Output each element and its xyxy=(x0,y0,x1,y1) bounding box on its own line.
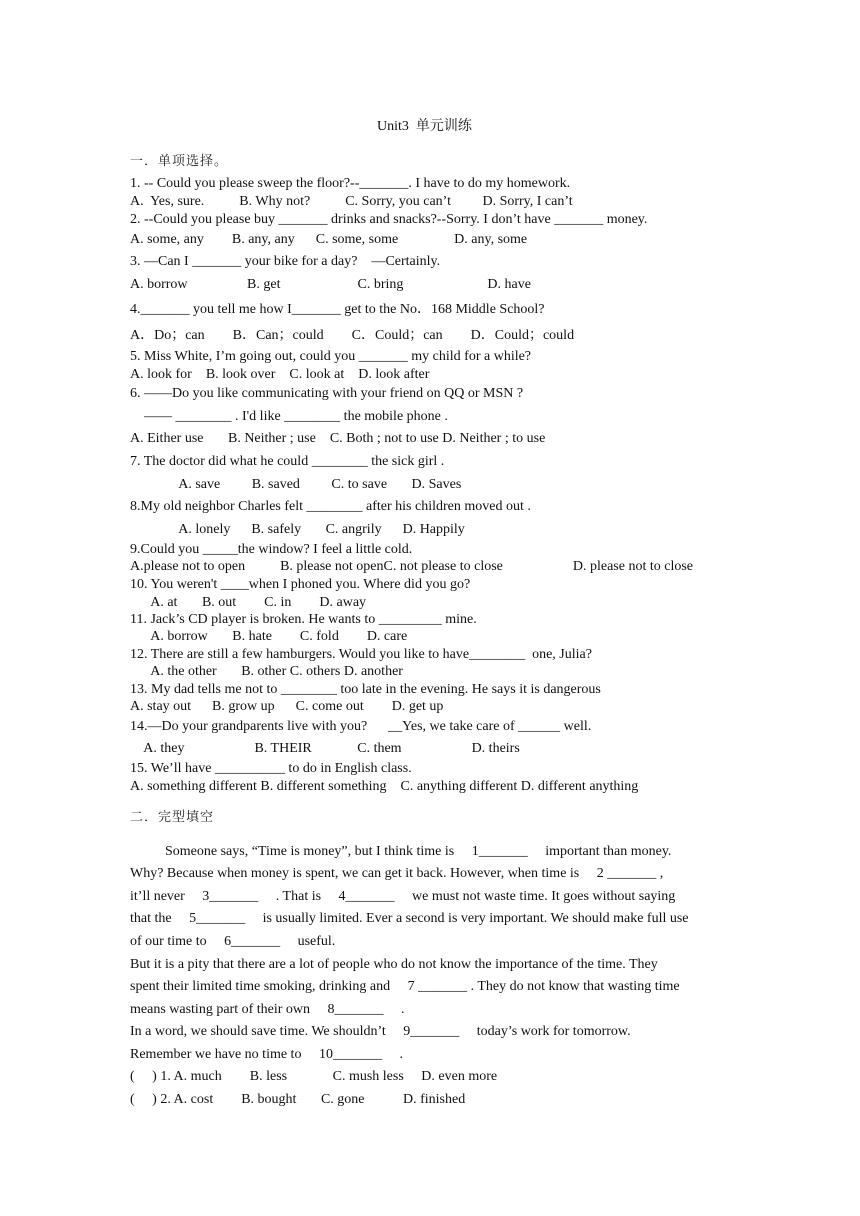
question-3: 3. —Can I _______ your bike for a day? —Certainly. xyxy=(130,254,441,269)
section-heading-multiple-choice: 一．单项选择。 xyxy=(130,154,229,169)
question-13: 13. My dad tells me not to ________ too late in the evening. He says it is dangerous xyxy=(130,682,601,697)
question-4: 4._______ you tell me how I_______ get to the No．168 Middle School? xyxy=(130,302,545,317)
cloze-line: means wasting part of their own 8_______ . xyxy=(130,1002,405,1017)
question-1-options: A. Yes, sure. B. Why not? C. Sorry, you can’t D. Sorry, I can’t xyxy=(130,194,573,209)
cloze-line: In a word, we should save time. We shouldn’t 9_______ today’s work for tomorrow. xyxy=(130,1024,631,1039)
document-title: Unit3 单元训练 xyxy=(377,119,472,134)
question-6-dialogue: —— ________ . I'd like ________ the mobile phone . xyxy=(130,409,448,424)
cloze-line: that the 5_______ is usually limited. Ever a second is very important. We should make full use xyxy=(130,911,689,926)
question-2: 2. --Could you please buy _______ drinks and snacks?--Sorry. I don’t have _______ money. xyxy=(130,212,648,227)
question-9-options: A.please not to open B. please not openC. not please to close D. please not to close xyxy=(130,559,694,574)
question-4-options: A．Do；can B．Can；could C．Could；can D．Could；could xyxy=(130,328,575,343)
question-7-options: A. save B. saved C. to save D. Saves xyxy=(130,477,462,492)
question-15-options: A. something different B. different something C. anything different D. different anything xyxy=(130,779,639,794)
question-3-options: A. borrow B. get C. bring D. have xyxy=(130,277,531,292)
cloze-line: Remember we have no time to 10_______ . xyxy=(130,1047,403,1062)
question-14: 14.—Do your grandparents live with you? __Yes, we take care of ______ well. xyxy=(130,719,592,734)
question-1: 1. -- Could you please sweep the floor?--_______. I have to do my homework. xyxy=(130,176,571,191)
question-13-options: A. stay out B. grow up C. come out D. get up xyxy=(130,699,444,714)
cloze-line: Why? Because when money is spent, we can get it back. However, when time is 2 _______ , xyxy=(130,866,664,881)
cloze-line: of our time to 6_______ useful. xyxy=(130,934,336,949)
question-5-options: A. look for B. look over C. look at D. look after xyxy=(130,367,430,382)
cloze-line: it’ll never 3_______ . That is 4_______ we must not waste time. It goes without saying xyxy=(130,889,676,904)
question-12-options: A. the other B. other C. others D. another xyxy=(130,664,403,679)
question-5: 5. Miss White, I’m going out, could you _______ my child for a while? xyxy=(130,349,532,364)
question-9: 9.Could you _____the window? I feel a little cold. xyxy=(130,542,413,557)
question-8-options: A. lonely B. safely C. angrily D. Happily xyxy=(130,522,465,537)
cloze-line: But it is a pity that there are a lot of people who do not know the importance of the time. They xyxy=(130,957,658,972)
question-7: 7. The doctor did what he could ________ the sick girl . xyxy=(130,454,445,469)
cloze-option-2: ( ) 2. A. cost B. bought C. gone D. finished xyxy=(130,1092,466,1107)
question-14-options: A. they B. THEIR C. them D. theirs xyxy=(130,741,520,756)
question-15: 15. We’ll have __________ to do in English class. xyxy=(130,761,412,776)
cloze-line: Someone says, “Time is money”, but I think time is 1_______ important than money. xyxy=(130,844,672,859)
question-10: 10. You weren't ____when I phoned you. Where did you go? xyxy=(130,577,471,592)
cloze-line: spent their limited time smoking, drinking and 7 _______ . They do not know that wasting time xyxy=(130,979,680,994)
question-6: 6. ——Do you like communicating with your friend on QQ or MSN ? xyxy=(130,386,524,401)
question-11-options: A. borrow B. hate C. fold D. care xyxy=(130,629,408,644)
question-10-options: A. at B. out C. in D. away xyxy=(130,595,367,610)
question-12: 12. There are still a few hamburgers. Would you like to have________ one, Julia? xyxy=(130,647,592,662)
question-6-options: A. Either use B. Neither ; use C. Both ; not to use D. Neither ; to use xyxy=(130,431,546,446)
question-8: 8.My old neighbor Charles felt ________ after his children moved out . xyxy=(130,499,531,514)
question-2-options: A. some, any B. any, any C. some, some D. any, some xyxy=(130,232,528,247)
cloze-option-1: ( ) 1. A. much B. less C. mush less D. even more xyxy=(130,1069,498,1084)
section-heading-cloze: 二．完型填空 xyxy=(130,810,215,825)
question-11: 11. Jack’s CD player is broken. He wants to _________ mine. xyxy=(130,612,477,627)
